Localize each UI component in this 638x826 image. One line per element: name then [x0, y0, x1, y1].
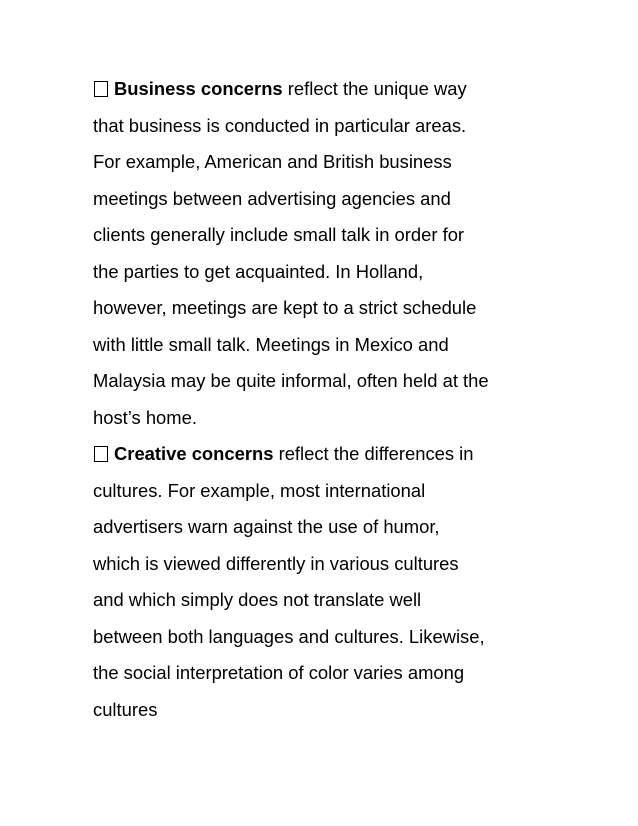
- body-line: host’s home.: [93, 406, 197, 428]
- body-line: and which simply does not translate well: [93, 589, 422, 610]
- bullet-line-business-concerns: [93, 71, 563, 108]
- body-line: the social interpretation of color varies among: [93, 662, 465, 683]
- bullet-line-creative-concerns: [93, 436, 563, 473]
- bullet-box-icon: [94, 81, 108, 97]
- body-line: clients generally include small talk in order for: [93, 224, 465, 245]
- heading-creative-concerns: Creative concerns: [114, 443, 274, 464]
- body-line: however, meetings are kept to a strict schedule: [93, 297, 477, 318]
- body-text: [93, 71, 563, 728]
- body-line: that business is conducted in particular areas.: [93, 114, 467, 136]
- body-line: cultures: [93, 698, 158, 720]
- body-text-run: reflect the differences in: [273, 443, 474, 464]
- body-line: meetings between advertising agencies and: [93, 187, 451, 209]
- heading-business-concerns: Business concerns: [114, 78, 283, 99]
- body-line: between both languages and cultures. Likewise,: [93, 625, 485, 647]
- body-line: with little small talk. Meetings in Mexico and: [93, 333, 449, 355]
- body-line: cultures. For example, most international: [93, 479, 426, 501]
- body-line: For example, American and British business: [93, 151, 452, 172]
- body-line: the parties to get acquainted. In Holland,: [93, 260, 424, 282]
- body-line: Malaysia may be quite informal, often held at the: [93, 370, 489, 391]
- body-text-run: reflect the unique way: [282, 78, 467, 99]
- bullet-box-icon: [94, 446, 108, 462]
- body-line: advertisers warn against the use of humor,: [93, 516, 440, 537]
- body-line: which is viewed differently in various cultures: [93, 552, 459, 574]
